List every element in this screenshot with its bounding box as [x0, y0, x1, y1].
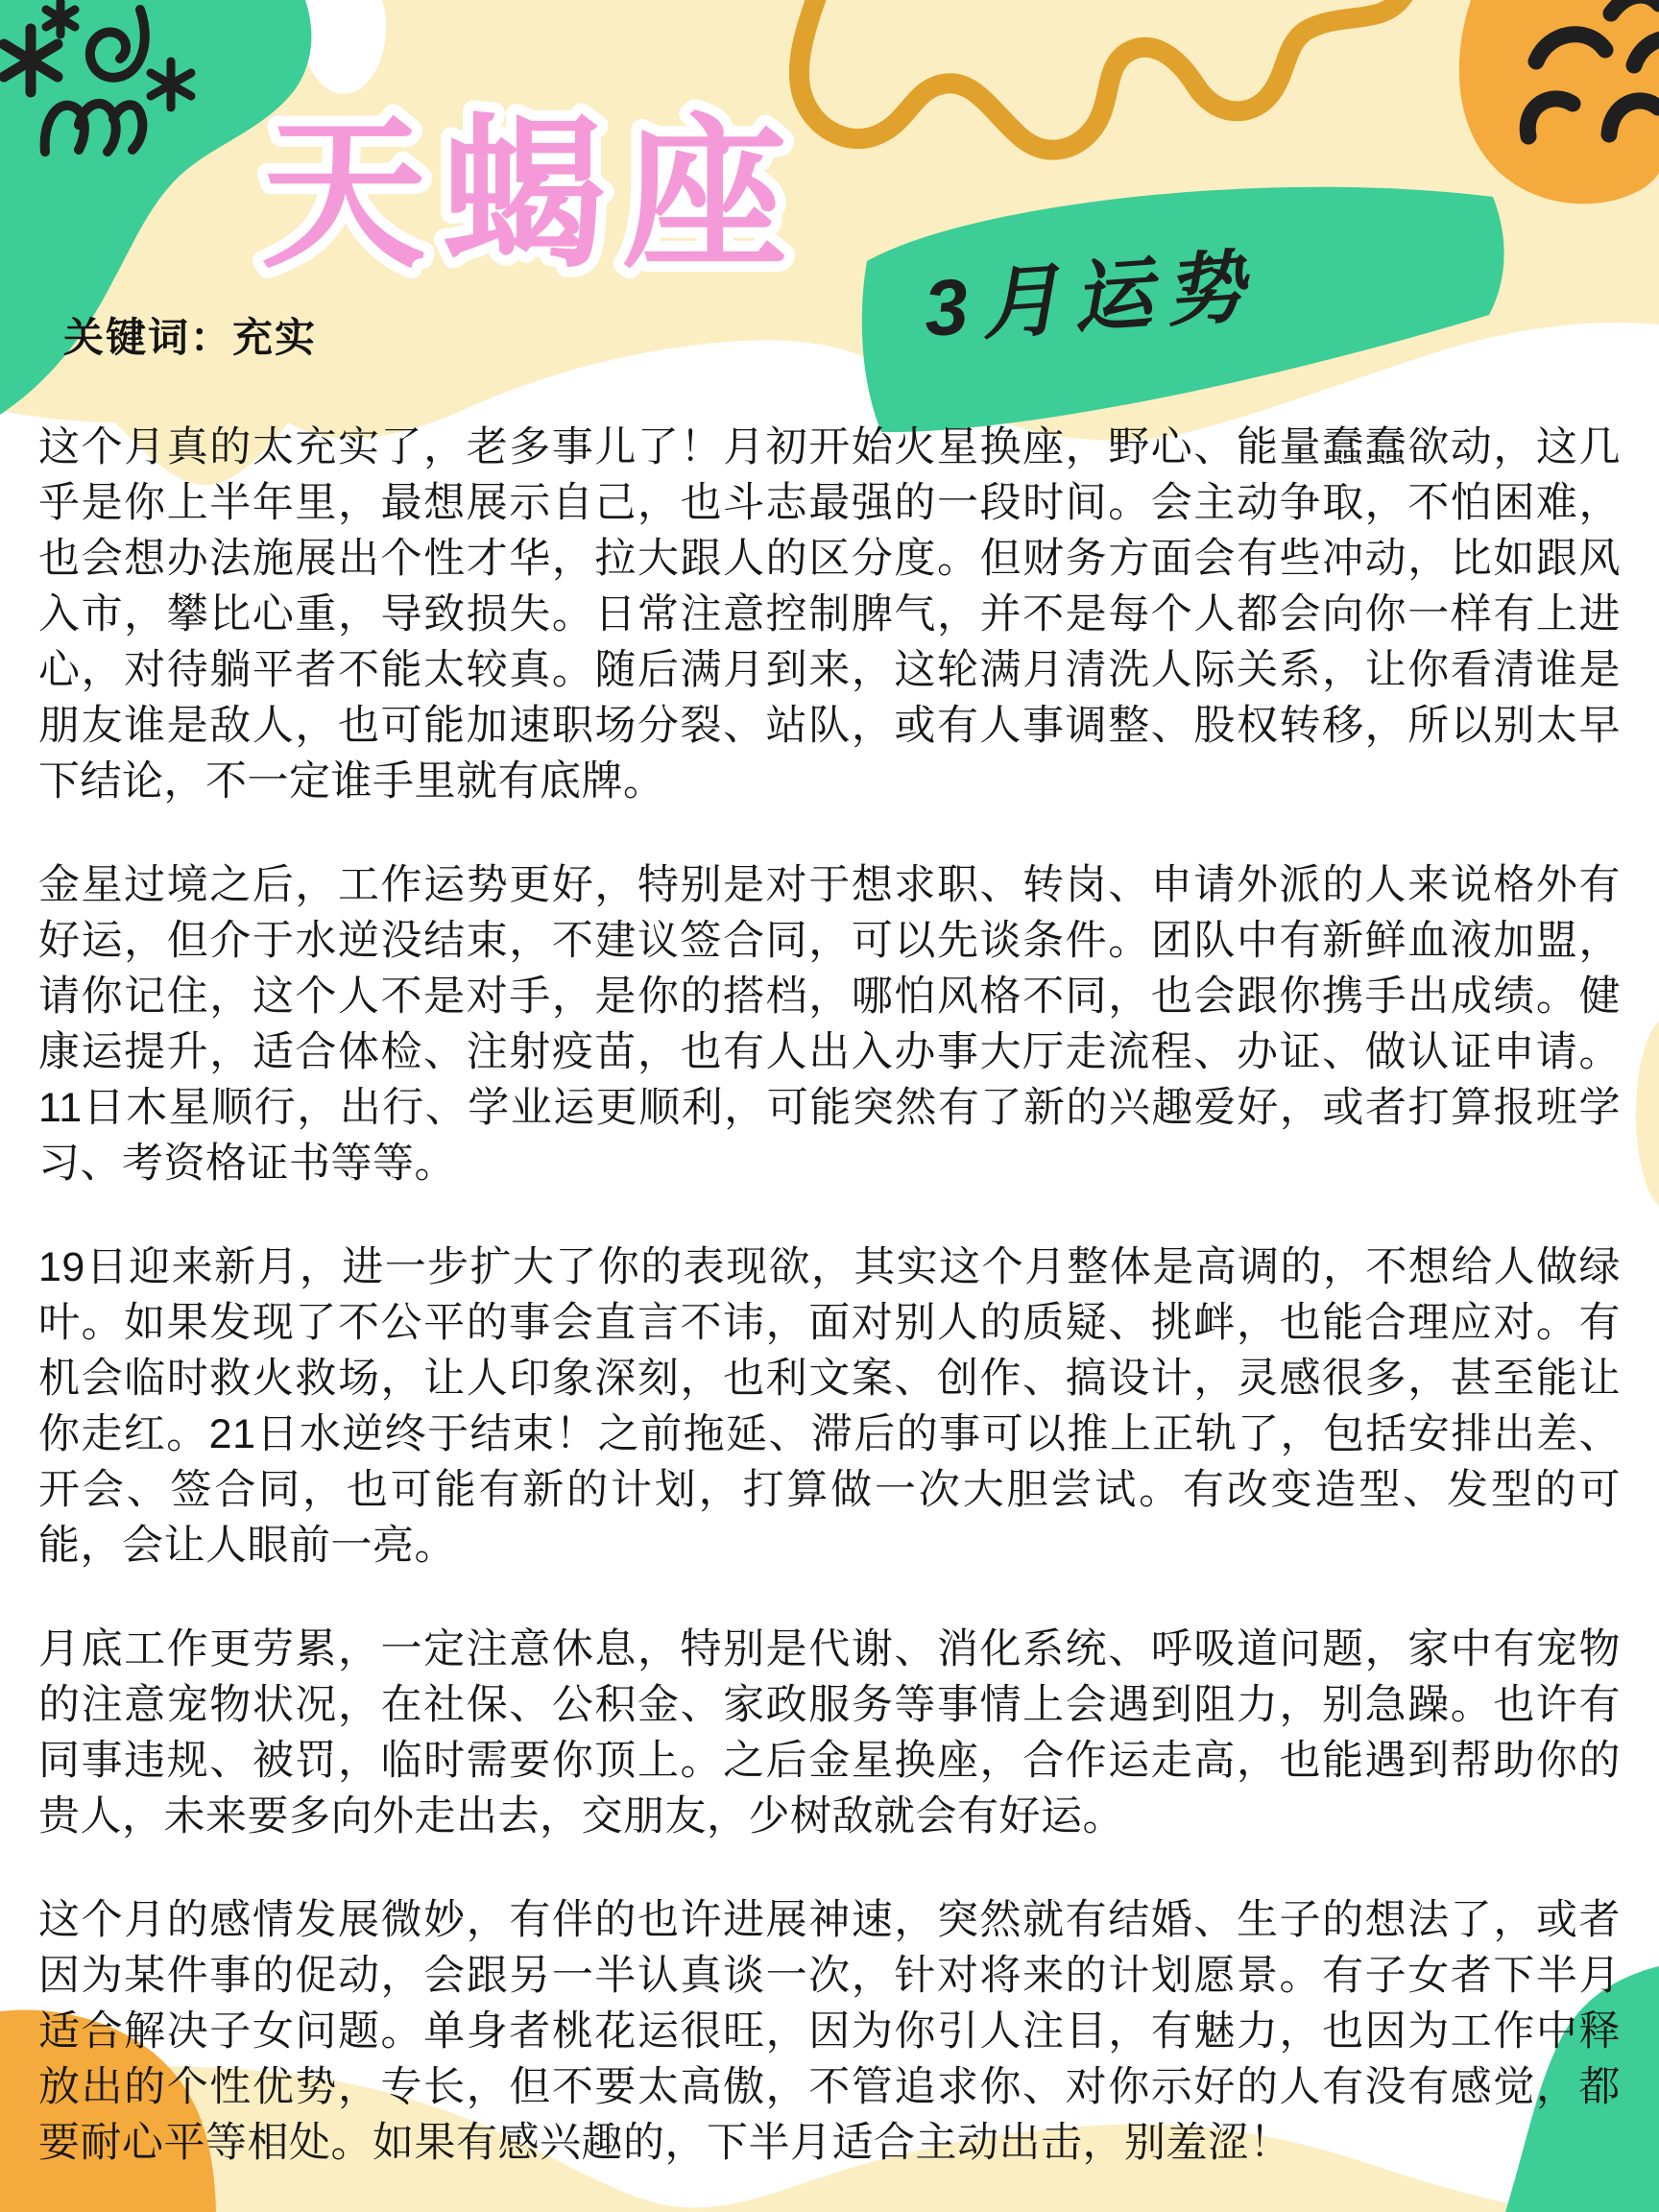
paragraph: 这个月的感情发展微妙，有伴的也许进展神速，突然就有结婚、生子的想法了，或者因为某件事的促动，会跟另一半认真谈一次，针对将来的计划愿景。有子女者下半月适合解决子女问题。单身者桃花运很旺，因为你引人注目，有魅力，也因为工作中释放出的个性优势，专长，但不要太高傲，不管追求你、对你示好的人有没有感觉，都要耐心平等相处。如果有感兴趣的，下半月适合主动出击，别羞涩！	[38, 1897, 1621, 2166]
page-title: 天蝎座	[261, 103, 803, 287]
badge-label: 3月运势	[921, 242, 1261, 354]
paragraph: 19日迎来新月，进一步扩大了你的表现欲，其实这个月整体是高调的，不想给人做绿叶。如果发现了不公平的事会直言不讳，面对别人的质疑、挑衅，也能合理应对。有机会临时救火救场，让人印象深刻，也利文案、创作、搞设计，灵感很多，甚至能让你走红。21日水逆终于结束！之前拖延、滞后的事可以推上正轨了，包括安排出差、开会、签合同，也可能有新的计划，打算做一次大胆尝试。有改变造型、发型的可能，会让人眼前一亮。	[38, 1244, 1621, 1569]
paragraph: 这个月真的太充实了，老多事儿了！月初开始火星换座，野心、能量蠢蠢欲动，这几乎是你上半年里，最想展示自己，也斗志最强的一段时间。会主动争取，不怕困难，也会想办法施展出个性才华，拉大跟人的区分度。但财务方面会有些冲动，比如跟风入市，攀比心重，导致损失。日常注意控制脾气，并不是每个人都会向你一样有上进心，对待躺平者不能太较真。随后满月到来，这轮满月清洗人际关系，让你看清谁是朋友谁是敌人，也可能加速职场分裂、站队，或有人事调整、股权转移，所以别太早下结论，不一定谁手里就有底牌。	[38, 424, 1621, 805]
paragraph: 月底工作更劳累，一定注意休息，特别是代谢、消化系统、呼吸道问题，家中有宠物的注意宠物状况，在社保、公积金、家政服务等事情上会遇到阻力，别急躁。也许有同事违规、被罚，临时需要你顶上。之后金星换座，合作运走高，也能遇到帮助你的贵人，未来要多向外走出去，交朋友，少树敌就会有好运。	[38, 1626, 1621, 1839]
body-text	[38, 420, 1621, 2171]
paragraph: 金星过境之后，工作运势更好，特别是对于想求职、转岗、申请外派的人来说格外有好运，但介于水逆没结束，不建议签合同，可以先谈条件。团队中有新鲜血液加盟，请你记住，这个人不是对手，是你的搭档，哪怕风格不同，也会跟你携手出成绩。健康运提升，适合体检、注射疫苗，也有人出入办事大厅走流程、办证、做认证申请。11日木星顺行，出行、学业运更顺利，可能突然有了新的兴趣爱好，或者打算报班学习、考资格证书等等。	[38, 862, 1621, 1187]
keyword-label: 关键词：充实	[63, 315, 318, 360]
yellow-edge-sliver	[1636, 1018, 1659, 1210]
